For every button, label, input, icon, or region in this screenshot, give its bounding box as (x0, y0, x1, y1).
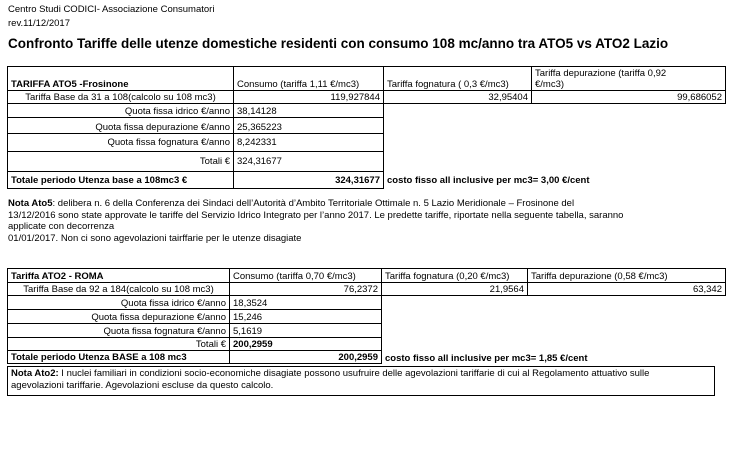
ato5-row-depurazione (8, 118, 726, 134)
ato2-base-depurazione: 63,342 (528, 283, 726, 296)
ato2-base-label: Tariffa Base da 92 a 184(calcolo su 108 mc3) (8, 283, 230, 296)
ato2-base-fognatura: 21,9564 (382, 283, 528, 296)
ato2-quota-label: Quota fissa idrico €/anno (8, 296, 230, 310)
ato2-quota-label: Quota fissa depurazione €/anno (8, 310, 230, 324)
ato5-note-line4: 01/01/2017. Non ci sono agevolazioni tairffarie per le utenze disagiate (8, 232, 302, 244)
organization-name: Centro Studi CODICI- Associazione Consumatori (8, 4, 215, 15)
ato2-header-consumo: Consumo (tariffa 0,70 €/mc3) (230, 269, 382, 283)
ato2-row-depurazione (8, 310, 726, 324)
ato5-base-consumo: 119,927844 (234, 91, 384, 104)
ato5-note-line3: applicate con decorrenza (8, 221, 115, 232)
ato2-row-idrico (8, 296, 726, 310)
ato5-quota-label: Quota fissa fognatura €/anno (8, 134, 234, 152)
ato2-header-fognatura: Tariffa fognatura (0,20 €/mc3) (382, 269, 528, 283)
ato5-header-row (8, 67, 726, 91)
ato5-periodo-value: 324,31677 (234, 172, 384, 189)
ato2-base-row (8, 283, 726, 296)
ato5-header-depurazione-line1: Tariffa depurazione (tariffa 0,92 (535, 68, 667, 79)
ato5-periodo-row (8, 172, 726, 189)
ato2-costo: costo fisso all inclusive per mc3= 1,85 €/cent (385, 352, 588, 364)
ato2-totali-row (8, 338, 726, 351)
ato5-row-idrico (8, 104, 726, 118)
ato5-periodo-label: Totale periodo Utenza base a 108mc3 € (8, 172, 234, 189)
ato5-header-depurazione-line2: €/mc3) (535, 79, 565, 90)
ato5-note-title: Nota Ato5 (8, 198, 53, 209)
ato2-row-fognatura (8, 324, 726, 338)
document-title: Confronto Tariffe delle utenze domestiche residenti con consumo 108 mc/anno tra ATO5 vs ATO2 Lazio (8, 36, 669, 51)
ato5-quota-label: Quota fissa depurazione €/anno (8, 118, 234, 134)
ato2-note-title: Nota Ato2: (11, 368, 59, 379)
ato2-header-depurazione: Tariffa depurazione (0,58 €/mc3) (528, 269, 726, 283)
ato5-header-fognatura: Tariffa fognatura ( 0,3 €/mc3) (384, 67, 532, 91)
ato5-header-label: TARIFFA ATO5 -Frosinone (8, 67, 234, 91)
ato2-table (7, 268, 726, 364)
ato5-base-fognatura: 32,95404 (384, 91, 532, 104)
ato2-note-line2: agevolazioni tariffarie. Agevolazioni escluse da questo calcolo. (11, 379, 274, 391)
ato2-base-consumo: 76,2372 (230, 283, 382, 296)
ato5-quota-value: 38,14128 (234, 104, 384, 118)
ato2-totali-label: Totali € (8, 338, 230, 351)
ato2-periodo-row (8, 351, 726, 364)
ato5-quota-label: Quota fissa idrico €/anno (8, 104, 234, 118)
ato5-base-row (8, 91, 726, 104)
ato5-quota-value: 25,365223 (234, 118, 384, 134)
ato2-note-line1: I nuclei familiari in condizioni socio-economiche disagiate possono usufruire delle agevolazioni tariffarie di cui al Regolamento attuativo sulle (58, 368, 650, 379)
ato5-base-label: Tariffa Base da 31 a 108(calcolo su 108 mc3) (8, 91, 234, 104)
ato5-totali-value: 324,31677 (234, 152, 384, 172)
ato2-periodo-label: Totale periodo Utenza BASE a 108 mc3 (8, 351, 230, 364)
ato5-header-depurazione (532, 67, 726, 91)
ato2-note (7, 366, 715, 396)
ato5-totali-row (8, 152, 726, 172)
ato5-note (8, 198, 623, 244)
ato2-quota-value: 15,246 (230, 310, 382, 324)
ato5-base-depurazione: 99,686052 (532, 91, 726, 104)
ato5-row-fognatura (8, 134, 726, 152)
ato2-periodo-value: 200,2959 (230, 351, 382, 364)
ato5-quota-value: 8,242331 (234, 134, 384, 152)
ato2-header-row (8, 269, 726, 283)
ato2-totali-value: 200,2959 (230, 338, 382, 351)
ato2-quota-label: Quota fissa fognatura €/anno (8, 324, 230, 338)
ato5-totali-label: Totali € (8, 152, 234, 172)
ato2-header-label: Tariffa ATO2 - ROMA (8, 269, 230, 283)
ato5-header-consumo: Consumo (tariffa 1,11 €/mc3) (234, 67, 384, 91)
ato5-note-line1: : delibera n. 6 della Conferenza dei Sindaci dell’Autorità d’Ambito Territoriale Ottimale n. 5 Lazio Meridionale – Frosinone del (52, 198, 575, 209)
ato2-quota-value: 18,3524 (230, 296, 382, 310)
ato2-quota-value: 5,1619 (230, 324, 382, 338)
ato5-note-line2: 13/12/2016 sono state approvate le tariffe del Servizio Idrico Integrato per l’anno 2017. Le predette tariffe, riportate nella seguente tabella, saranno (8, 209, 624, 221)
ato5-table (7, 66, 726, 189)
ato5-costo: costo fisso all inclusive per mc3= 3,00 €/cent (387, 174, 590, 186)
revision-date: rev.11/12/2017 (8, 18, 70, 29)
